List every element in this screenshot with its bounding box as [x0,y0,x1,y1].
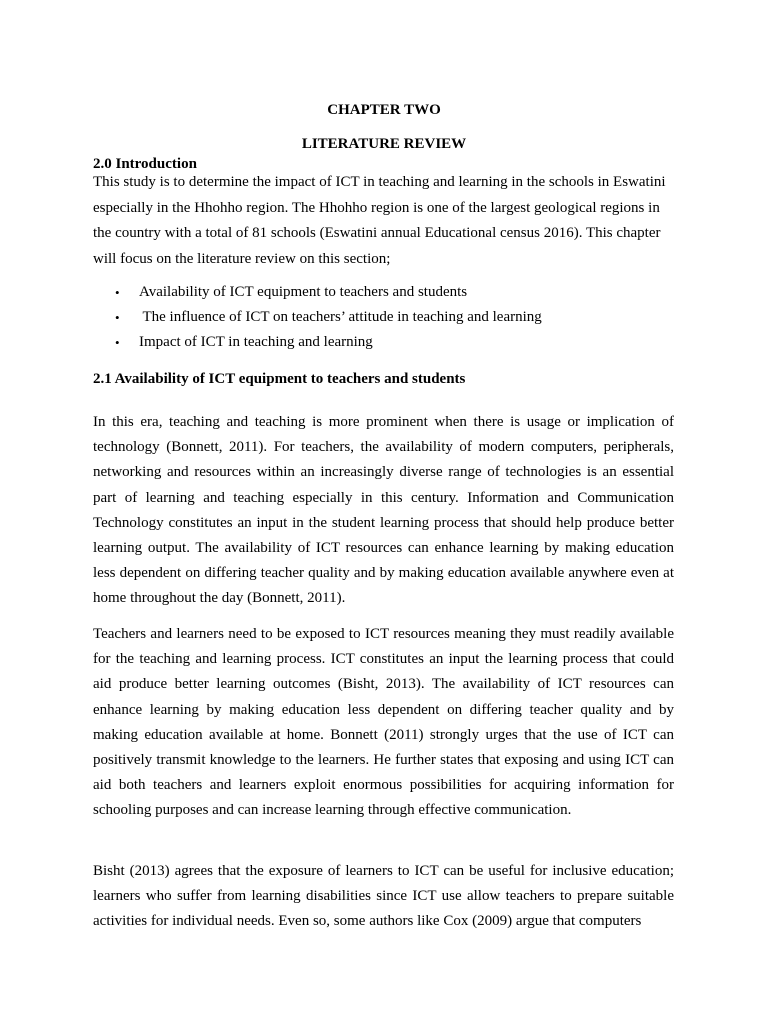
list-item-text: The influence of ICT on teachers’ attitude in teaching and learning [139,309,542,325]
section-2-1-heading: 2.1 Availability of ICT equipment to teachers and students [93,371,466,387]
list-item [93,280,542,305]
body-paragraph: Teachers and learners need to be exposed to ICT resources meaning they must readily available for the teaching and learning process. ICT constitutes an input the learning process that could aid produce better learning outcomes (Bisht, 2013). The availability of ICT resources can enhance learning by making education less dependent on differing teacher quality and by making education available at home. Bonnett (2011) strongly urges that the use of ICT can positively transmit knowledge to the learners. He further states that exposing and using ICT can aid both teachers and learners exploit enormous possibilities for acquiring information for schooling purposes and can increase learning through effective communication. [93,626,674,819]
body-paragraph: In this era, teaching and teaching is more prominent when there is usage or implication of technology (Bonnett, 2011). For teachers, the availability of modern computers, peripherals, networking and resources within an increasingly diverse range of technologies is an essential part of learning and teaching especially in this century. Information and Communication Technology constitutes an input in the student learning process that should help produce better learning output. The availability of ICT resources can enhance learning by making education less dependent on differing teacher quality and by making education available anywhere even at home throughout the day (Bonnett, 2011). [93,414,674,607]
bullet-icon: • [115,335,120,350]
chapter-subtitle: LITERATURE REVIEW [301,136,467,152]
chapter-title: CHAPTER TWO [327,102,441,118]
bullet-icon: • [115,310,120,325]
list-item [93,330,542,355]
introduction-bullet-list [93,280,542,355]
list-item-text: Availability of ICT equipment to teachers and students [139,284,468,300]
body-paragraph: Bisht (2013) agrees that the exposure of learners to ICT can be useful for inclusive education; learners who suffer from learning disabilities since ICT use allow teachers to prepare suitable activities for individual needs. Even so, some authors like Cox (2009) argue that computers [93,863,674,930]
list-item-text: Impact of ICT in teaching and learning [139,334,373,350]
bullet-icon: • [115,285,120,300]
introduction-paragraph: This study is to determine the impact of ICT in teaching and learning in the schools in Eswatini especially in the Hhohho region. The Hhohho region is one of the largest geological regions in the country with a total of 81 schools (Eswatini annual Educational census 2016). This chapter will focus on the literature review on this section; [93,174,666,267]
introduction-heading: 2.0 Introduction [93,156,197,172]
list-item [93,305,542,330]
